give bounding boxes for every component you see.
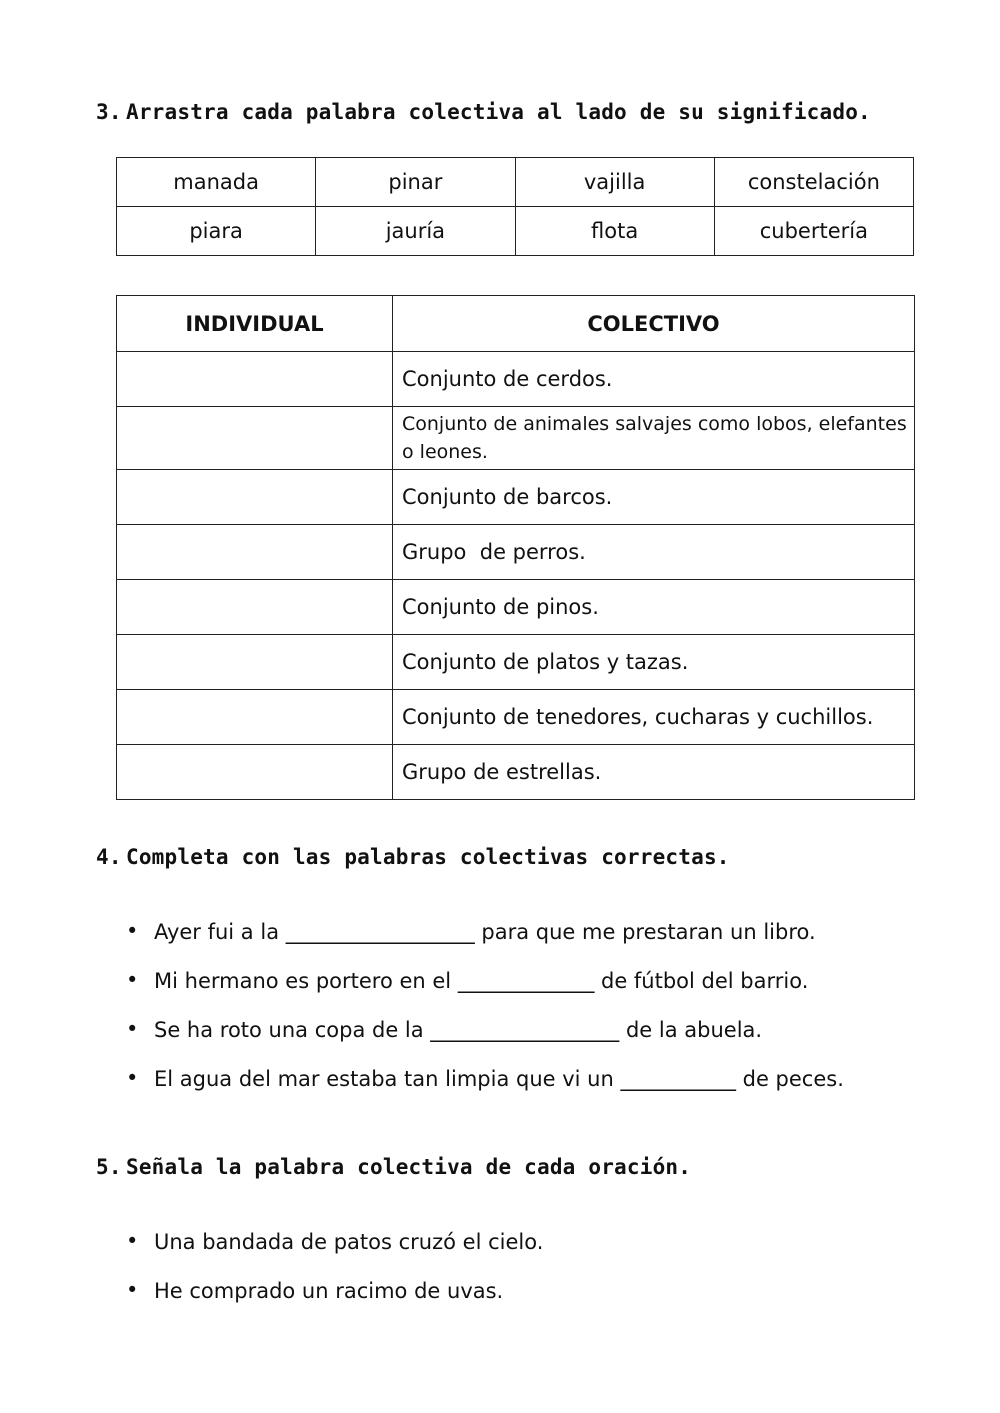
matching-row	[117, 580, 915, 635]
definition-text: Grupo de estrellas.	[393, 745, 915, 800]
header-colectivo: COLECTIVO	[393, 296, 915, 352]
word-tile[interactable]: manada	[117, 158, 316, 207]
drop-zone[interactable]	[117, 525, 393, 580]
word-tile[interactable]: jauría	[316, 207, 515, 256]
section-4-list	[124, 920, 844, 1116]
matching-header-row	[117, 296, 915, 352]
word-tile[interactable]: pinar	[316, 158, 515, 207]
matching-table	[116, 295, 915, 800]
header-individual: INDIVIDUAL	[117, 296, 393, 352]
fill-in-sentence[interactable]: • Se ha roto una copa de la __________________ de la abuela.	[124, 1018, 844, 1067]
section-3-number: 3.	[96, 100, 122, 124]
drop-zone[interactable]	[117, 690, 393, 745]
word-bank-row	[117, 207, 914, 256]
section-4-number: 4.	[96, 845, 122, 869]
section-5-heading	[96, 1155, 691, 1179]
definition-text: Conjunto de tenedores, cucharas y cuchillos.	[393, 690, 915, 745]
definition-text: Grupo de perros.	[393, 525, 915, 580]
matching-row	[117, 745, 915, 800]
definition-text: Conjunto de cerdos.	[393, 352, 915, 407]
sentence-item[interactable]: • He comprado un racimo de uvas.	[124, 1279, 543, 1328]
drop-zone[interactable]	[117, 407, 393, 470]
fill-in-sentence[interactable]: • El agua del mar estaba tan limpia que vi un ___________ de peces.	[124, 1067, 844, 1116]
definition-text: Conjunto de platos y tazas.	[393, 635, 915, 690]
word-tile[interactable]: vajilla	[515, 158, 714, 207]
word-bank-row	[117, 158, 914, 207]
drop-zone[interactable]	[117, 635, 393, 690]
section-4-title: Completa con las palabras colectivas correctas.	[126, 845, 730, 869]
drop-zone[interactable]	[117, 352, 393, 407]
definition-text: Conjunto de barcos.	[393, 470, 915, 525]
matching-row	[117, 525, 915, 580]
fill-in-sentence[interactable]: • Ayer fui a la __________________ para que me prestaran un libro.	[124, 920, 844, 969]
drop-zone[interactable]	[117, 580, 393, 635]
section-5-list	[124, 1230, 543, 1328]
fill-in-sentence[interactable]: • Mi hermano es portero en el _____________ de fútbol del barrio.	[124, 969, 844, 1018]
matching-row	[117, 470, 915, 525]
definition-text: Conjunto de pinos.	[393, 580, 915, 635]
matching-row	[117, 407, 915, 470]
word-tile[interactable]: constelación	[714, 158, 913, 207]
word-tile[interactable]: cubertería	[714, 207, 913, 256]
section-3-heading	[96, 100, 871, 124]
drop-zone[interactable]	[117, 470, 393, 525]
definition-text: Conjunto de animales salvajes como lobos, elefantes o leones.	[393, 407, 915, 470]
section-5-title: Señala la palabra colectiva de cada oración.	[126, 1155, 692, 1179]
word-bank-table	[116, 157, 914, 256]
section-4-heading	[96, 845, 730, 869]
word-tile[interactable]: piara	[117, 207, 316, 256]
matching-row	[117, 635, 915, 690]
sentence-item[interactable]: • Una bandada de patos cruzó el cielo.	[124, 1230, 543, 1279]
word-tile[interactable]: flota	[515, 207, 714, 256]
section-3-title: Arrastra cada palabra colectiva al lado de su significado.	[126, 100, 871, 124]
section-5-number: 5.	[96, 1155, 122, 1179]
matching-row	[117, 690, 915, 745]
drop-zone[interactable]	[117, 745, 393, 800]
matching-row	[117, 352, 915, 407]
